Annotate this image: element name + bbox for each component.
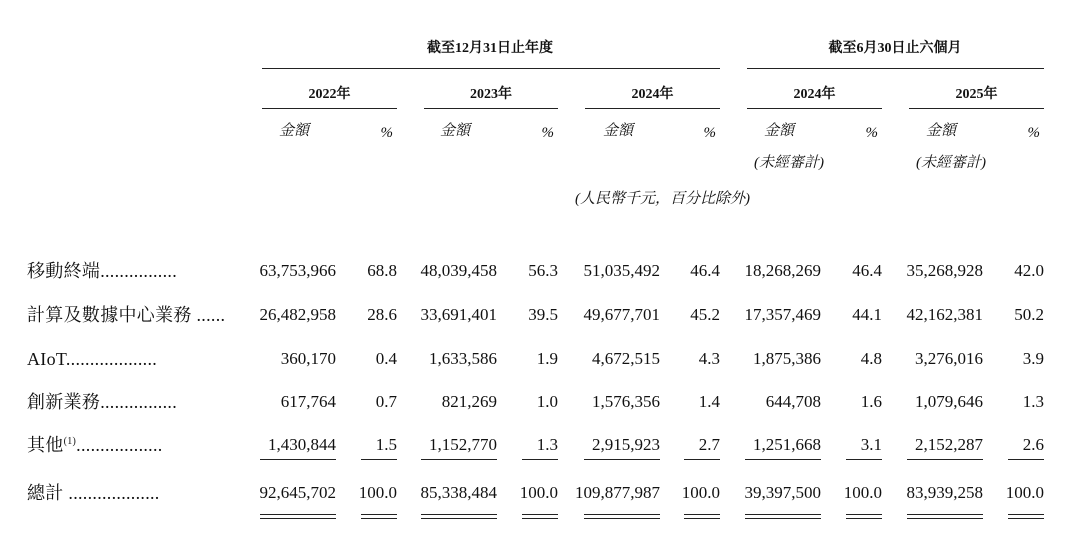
year-header: 2024年 — [631, 87, 674, 102]
pct-cell: 2.7 — [698, 435, 720, 454]
amount-cell: 617,764 — [280, 392, 336, 411]
pct-cell: 4.8 — [860, 349, 882, 368]
pct-header: % — [380, 125, 393, 141]
pct-cell: 46.4 — [852, 261, 882, 280]
total-double-rule — [907, 514, 983, 519]
amount-cell: 48,039,458 — [420, 261, 497, 280]
amount-cell: 26,482,958 — [259, 305, 336, 324]
total-double-rule — [684, 514, 720, 519]
amount-cell: 17,357,469 — [744, 305, 821, 324]
subtotal-rule — [522, 459, 558, 460]
amount-cell: 85,338,484 — [420, 483, 497, 502]
pct-cell: 3.1 — [860, 435, 882, 454]
year-underline — [424, 108, 558, 109]
amount-cell: 2,152,287 — [915, 435, 983, 454]
pct-cell: 0.4 — [375, 349, 397, 368]
pct-cell: 100.0 — [519, 483, 558, 502]
amount-cell: 83,939,258 — [906, 483, 983, 502]
amount-cell: 42,162,381 — [906, 305, 983, 324]
amount-header: 金額 — [439, 123, 471, 139]
pct-cell: 1.6 — [860, 392, 882, 411]
amount-cell: 1,251,668 — [753, 435, 821, 454]
amount-cell: 644,708 — [765, 392, 821, 411]
pct-cell: 100.0 — [358, 483, 397, 502]
year-underline — [585, 108, 720, 109]
pct-cell: 28.6 — [367, 305, 397, 324]
amount-cell: 18,268,269 — [744, 261, 821, 280]
subtotal-rule — [846, 459, 882, 460]
pct-cell: 39.5 — [528, 305, 558, 324]
amount-cell: 1,079,646 — [915, 392, 983, 411]
pct-cell: 100.0 — [843, 483, 882, 502]
row-label: 創新業務................ — [27, 392, 177, 412]
year-header: 2022年 — [308, 87, 351, 102]
total-double-rule — [260, 514, 336, 519]
group1-title: 截至12月31日止年度 — [427, 41, 553, 56]
pct-cell: 68.8 — [367, 261, 397, 280]
amount-cell: 1,576,356 — [592, 392, 660, 411]
unaudited-label: (未經審計) — [754, 155, 824, 171]
row-label: AIoT................... — [27, 349, 158, 369]
amount-header: 金額 — [278, 123, 310, 139]
amount-cell: 39,397,500 — [744, 483, 821, 502]
pct-cell: 46.4 — [690, 261, 720, 280]
group2-underline — [747, 68, 1044, 69]
pct-cell: 4.3 — [698, 349, 720, 368]
amount-cell: 51,035,492 — [583, 261, 660, 280]
subtotal-rule — [907, 459, 983, 460]
total-double-rule — [1008, 514, 1044, 519]
amount-cell: 49,677,701 — [583, 305, 660, 324]
amount-cell: 1,152,770 — [429, 435, 497, 454]
total-double-rule — [584, 514, 660, 519]
pct-cell: 2.6 — [1022, 435, 1044, 454]
amount-cell: 1,430,844 — [268, 435, 336, 454]
pct-cell: 100.0 — [681, 483, 720, 502]
unaudited-label: (未經審計) — [916, 155, 986, 171]
amount-cell: 63,753,966 — [259, 261, 336, 280]
subtotal-rule — [361, 459, 397, 460]
footnote-marker: (1) — [63, 436, 77, 447]
row-label: 其他$^{(1)}$.................. — [27, 435, 163, 455]
total-double-rule — [361, 514, 397, 519]
pct-cell: 1.4 — [698, 392, 720, 411]
pct-cell: 100.0 — [1005, 483, 1044, 502]
unit-note: (人民幣千元，百分比除外) — [575, 191, 750, 207]
row-label: 計算及數據中心業務 ...... — [27, 305, 226, 325]
row-label: 移動終端................ — [27, 261, 177, 281]
total-double-rule — [846, 514, 882, 519]
amount-header: 金額 — [763, 123, 795, 139]
amount-cell: 2,915,923 — [592, 435, 660, 454]
amount-cell: 3,276,016 — [915, 349, 983, 368]
year-underline — [909, 108, 1044, 109]
amount-cell: 33,691,401 — [420, 305, 497, 324]
pct-cell: 1.0 — [536, 392, 558, 411]
year-header: 2023年 — [470, 87, 512, 102]
pct-header: % — [865, 125, 878, 141]
group1-underline — [262, 68, 720, 69]
subtotal-rule — [684, 459, 720, 460]
subtotal-rule — [584, 459, 660, 460]
amount-cell: 35,268,928 — [906, 261, 983, 280]
year-underline — [747, 108, 882, 109]
subtotal-rule — [1008, 459, 1044, 460]
subtotal-rule — [421, 459, 497, 460]
amount-header: 金額 — [925, 123, 957, 139]
total-double-rule — [421, 514, 497, 519]
group2-title: 截至6月30日止六個月 — [828, 41, 962, 56]
pct-cell: 45.2 — [690, 305, 720, 324]
row-label: 總計 ................... — [27, 483, 160, 503]
amount-cell: 360,170 — [280, 349, 336, 368]
amount-cell: 821,269 — [441, 392, 497, 411]
amount-cell: 92,645,702 — [259, 483, 336, 502]
pct-cell: 1.3 — [1022, 392, 1044, 411]
amount-cell: 109,877,987 — [575, 483, 660, 502]
pct-cell: 44.1 — [852, 305, 882, 324]
subtotal-rule — [260, 459, 336, 460]
subtotal-rule — [745, 459, 821, 460]
pct-cell: 50.2 — [1014, 305, 1044, 324]
year-underline — [262, 108, 397, 109]
amount-cell: 1,875,386 — [753, 349, 821, 368]
pct-header: % — [703, 125, 716, 141]
year-header: 2025年 — [955, 87, 998, 102]
total-double-rule — [522, 514, 558, 519]
pct-header: % — [541, 125, 554, 141]
pct-cell: 42.0 — [1014, 261, 1044, 280]
pct-cell: 56.3 — [528, 261, 558, 280]
total-double-rule — [745, 514, 821, 519]
amount-header: 金額 — [602, 123, 634, 139]
pct-cell: 1.9 — [536, 349, 558, 368]
pct-cell: 1.5 — [375, 435, 397, 454]
year-header: 2024年 — [793, 87, 836, 102]
amount-cell: 4,672,515 — [592, 349, 660, 368]
pct-cell: 1.3 — [536, 435, 558, 454]
pct-cell: 3.9 — [1022, 349, 1044, 368]
pct-cell: 0.7 — [375, 392, 397, 411]
pct-header: % — [1027, 125, 1040, 141]
amount-cell: 1,633,586 — [429, 349, 497, 368]
